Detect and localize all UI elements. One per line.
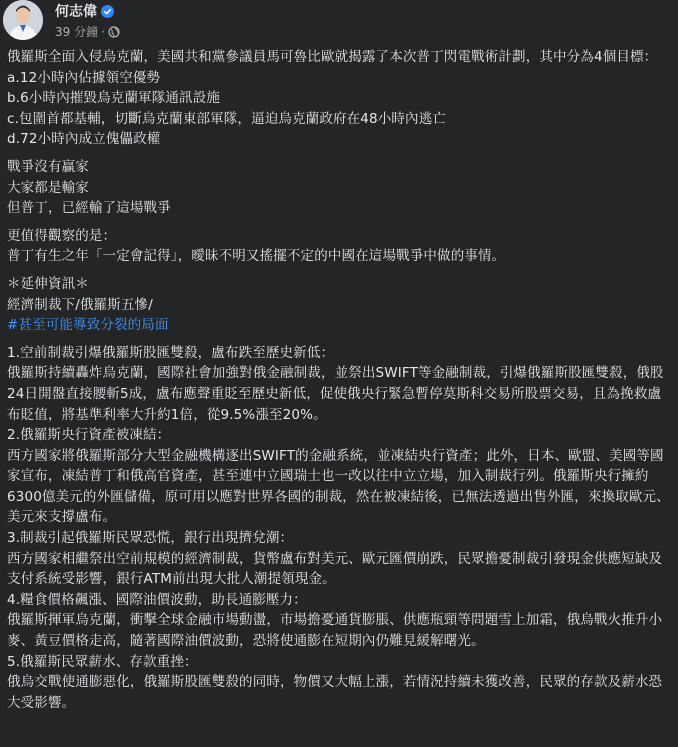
observation-line-1: 更值得觀察的是：: [7, 227, 117, 244]
post-header: [0, 0, 678, 44]
post-body: [7, 47, 671, 720]
avatar[interactable]: [3, 0, 43, 40]
section-5-text: 俄烏交戰使通膨惡化，俄羅斯股匯雙殺的同時，物價又大幅上漲，若情況持續未獲改善，民眾的存款及薪水恐大受影響。: [7, 674, 663, 711]
sections-paragraph: [7, 343, 671, 714]
globe-icon[interactable]: [108, 26, 120, 38]
extended-info-subtitle: 經濟制裁下/俄羅斯五慘/: [7, 296, 153, 313]
extended-info-title: ＊延伸資訊＊: [7, 275, 89, 292]
post-meta: [55, 24, 120, 40]
section-3-heading: 3.制裁引起俄羅斯民眾恐慌，銀行出現擠兌潮：: [7, 530, 294, 547]
section-1-text: 俄羅斯持續轟炸烏克蘭，國際社會加強對俄金融制裁，並祭出SWIFT等金融制裁，引爆俄羅斯股匯雙殺，俄股24日開盤直接腰斬5成，盧布應聲重貶至歷史新低，促使俄央行緊急暫停莫斯科交易所股票交易，且為挽救盧布貶值，將基準利率大升約1倍，從9.5%漲至20%。: [7, 365, 664, 423]
section-5-heading: 5.俄羅斯民眾薪水、存款重挫：: [7, 653, 198, 670]
section-1-heading: 1.空前制裁引爆俄羅斯股匯雙殺，盧布跌至歷史新低：: [7, 344, 335, 361]
section-2-heading: 2.俄羅斯央行資產被凍結：: [7, 427, 171, 444]
goal-a: a.12小時內佔據領空優勢: [7, 69, 161, 86]
post-timestamp[interactable]: 39 分鐘: [55, 25, 99, 39]
author-name-text: 何志偉: [55, 4, 97, 20]
section-4-heading: 4.糧食價格飆漲、國際油價波動，助長通膨壓力：: [7, 591, 307, 608]
war-line-1: 戰爭沒有贏家: [7, 158, 89, 175]
war-paragraph: [7, 157, 671, 219]
intro-text: 俄羅斯全面入侵烏克蘭，美國共和黨參議員馬可魯比歐就揭露了本次普丁閃電戰術計劃，其中分為4個目標：: [7, 49, 658, 65]
section-3-text: 西方國家相繼祭出空前規模的經濟制裁，貨幣盧布對美元、歐元匯價崩跌，民眾擔憂制裁引發現金供應短缺及支付系統受影響，銀行ATM前出現大批人潮提領現金。: [7, 550, 663, 588]
observation-paragraph: [7, 226, 671, 267]
section-2-text: 西方國家將俄羅斯部分大型金融機構逐出SWIFT的金融系統，並凍結央行資產；此外，日本、歐盟、美國等國家宣布，凍結普丁和俄高官資產，甚至連中立國瑞士也一改以往中立立場，加入制裁行列。俄羅斯央行擁約6300億美元的外匯儲備，原可用以應對世界各國的制裁，然在被凍結後，已無法透過出售外匯，來換取歐元、美元來支撐盧布。: [7, 447, 670, 526]
observation-line-2: 普丁有生之年「一定會記得」，曖昧不明又搖擺不定的中國在這場戰爭中做的事情。: [7, 248, 506, 265]
meta-separator: ·: [101, 25, 105, 39]
goal-c: c.包圍首都基輔，切斷烏克蘭東部軍隊，逼迫烏克蘭政府在48小時內逃亡: [7, 110, 446, 127]
war-line-3: 但普丁，已經輸了這場戰爭: [7, 200, 171, 217]
extended-info-paragraph: [7, 274, 671, 336]
hashtag-link[interactable]: #甚至可能導致分裂的局面: [7, 317, 169, 334]
intro-paragraph: [7, 47, 671, 150]
avatar-image: [3, 0, 43, 40]
verified-badge-icon: [101, 5, 114, 18]
goal-b: b.6小時內摧毀烏克蘭軍隊通訊設施: [7, 90, 220, 107]
section-4-text: 俄羅斯揮軍烏克蘭，衝擊全球金融市場動盪，市場擔憂通貨膨脹、供應瓶頸等問題雪上加霜，俄烏戰火推升小麥、黃豆價格走高，隨著國際油價波動，恐將使通膨在短期內仍難見緩解曙光。: [7, 612, 663, 650]
author-name[interactable]: [55, 3, 114, 21]
war-line-2: 大家都是輸家: [7, 179, 89, 196]
goal-d: d.72小時內成立傀儡政權: [7, 131, 161, 148]
